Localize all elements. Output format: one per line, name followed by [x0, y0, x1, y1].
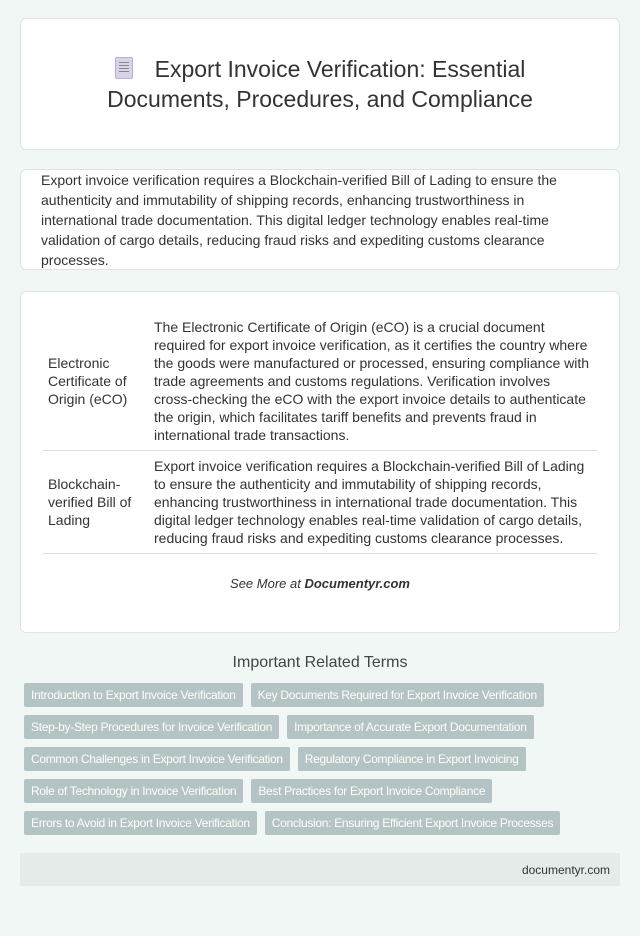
page-title: Export Invoice Verification: Essential Documents, Procedures, and Compliance	[107, 56, 533, 112]
summary-text: Export invoice verification requires a Blockchain-verified Bill of Lading to ensure the authenticity and immutability of shipping records, enhancing trustworthiness in international trade documentation. This digital ledger technology enables real-time validation of cargo details, reducing fraud risks and expediting customs clearance processes.	[41, 171, 557, 268]
tag-link[interactable]: Common Challenges in Export Invoice Verification	[24, 747, 290, 771]
description-cell: The Electronic Certificate of Origin (eCO) is a crucial document required for export invoice verification, as it certifies the country where the goods were manufactured or processed, ensuring compliance with trade agreements and customs regulations. Verification involves cross-checking the eCO with the export invoice details to authenticate the origin, which facilitates tariff benefits and prevents fraud in international trade transactions.	[149, 312, 597, 451]
terms-table	[43, 312, 597, 554]
related-tags	[24, 683, 620, 835]
tag-link[interactable]: Errors to Avoid in Export Invoice Verification	[24, 811, 257, 835]
tag-link[interactable]: Best Practices for Export Invoice Compliance	[251, 779, 492, 803]
table-row	[43, 312, 597, 451]
document-icon	[115, 57, 133, 79]
term-cell: Blockchain-verified Bill of Lading	[43, 451, 149, 554]
footer	[20, 853, 620, 886]
see-more: See More at Documentyr.com	[230, 576, 410, 591]
header-card	[20, 18, 620, 150]
tag-link[interactable]: Importance of Accurate Export Documentation	[287, 715, 534, 739]
tag-link[interactable]: Introduction to Export Invoice Verification	[24, 683, 243, 707]
tag-link[interactable]: Role of Technology in Invoice Verification	[24, 779, 243, 803]
terms-card	[20, 291, 620, 633]
description-cell: Export invoice verification requires a Blockchain-verified Bill of Lading to ensure the authenticity and immutability of shipping records, enhancing trustworthiness in international trade documentation. This digital ledger technology enables real-time validation of cargo details, reducing fraud risks and expediting customs clearance processes.	[149, 451, 597, 554]
see-more-link[interactable]: Documentyr.com	[304, 576, 410, 591]
summary-card	[20, 169, 620, 270]
table-row	[43, 451, 597, 554]
related-terms-title: Important Related Terms	[232, 654, 408, 671]
tag-link[interactable]: Key Documents Required for Export Invoice Verification	[251, 683, 544, 707]
footer-link[interactable]: documentyr.com	[521, 862, 610, 877]
tag-link[interactable]: Regulatory Compliance in Export Invoicing	[298, 747, 526, 771]
term-cell: Electronic Certificate of Origin (eCO)	[43, 312, 149, 451]
tag-link[interactable]: Conclusion: Ensuring Efficient Export Invoice Processes	[265, 811, 560, 835]
tag-link[interactable]: Step-by-Step Procedures for Invoice Verification	[24, 715, 279, 739]
